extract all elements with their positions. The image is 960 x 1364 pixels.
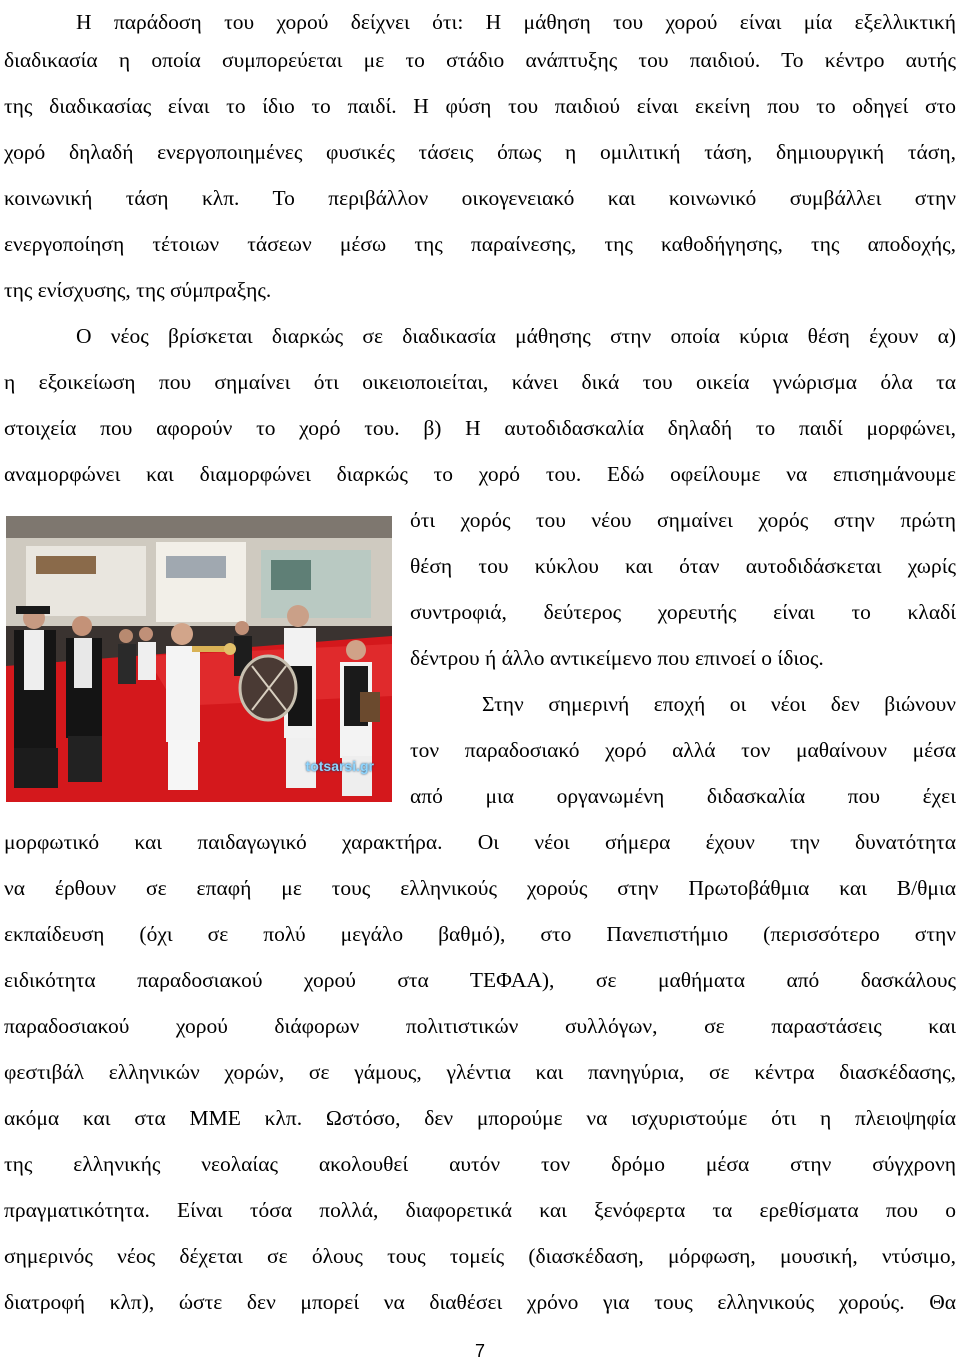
dance-photo [6,516,392,802]
paragraph-1-line: χορό δηλαδή ενεργοποιημένες φυσικές τάσεις όπως η ομιλιτική τάση, δημιουργική τάση, [4,140,956,164]
paragraph-3-line: της ελληνικής νεολαίας ακολουθεί αυτόν τον δρόμο μέσα στην σύγχρονη [4,1152,956,1176]
paragraph-2-line: στοιχεία που αφορούν το χορό του. β) Η αυτοδιδασκαλία δηλαδή το παιδί μορφώνει, [4,416,956,440]
paragraph-2-line: ότι χορός του νέου σημαίνει χορός στην πρώτη [410,508,956,532]
paragraph-2-line: θέση του κύκλου και όταν αυτοδιδάσκεται χωρίς [410,554,956,578]
photo-watermark: totsarsi.gr [305,758,374,775]
paragraph-2-line: συντροφιά, δεύτερος χορευτής είναι το κλαδί [410,600,956,624]
paragraph-3-line: διατροφή κλπ), ώστε δεν μπορεί να διαθέσει χρόνο για τους ελληνικούς χορούς. Θα [4,1290,956,1314]
paragraph-2-line: η εξοικείωση που σημαίνει ότι οικειοποιείται, κάνει δικά του οικεία γνώρισμα όλα τα [4,370,956,394]
paragraph-3-line: εκπαίδευση (όχι σε πολύ μεγάλο βαθμό), στο Πανεπιστήμιο (περισσότερο στην [4,922,956,946]
paragraph-3-line: παραδοσιακού χορού διάφορων πολιτιστικών συλλόγων, σε παραστάσεις και [4,1014,956,1038]
paragraph-1-line: της διαδικασίας είναι το ίδιο το παιδί. Η φύση του παιδιού είναι εκείνη που το οδηγεί στο [4,94,956,118]
paragraph-3-line: ειδικότητα παραδοσιακού χορού στα ΤΕΦΑΑ), σε μαθήματα από δασκάλους [4,968,956,992]
paragraph-2-line: αναμορφώνει και διαμορφώνει διαρκώς το χορό του. Εδώ οφείλουμε να επισημάνουμε [4,462,956,486]
paragraph-3-line: Στην σημερινή εποχή οι νέοι δεν βιώνουν [482,692,956,716]
paragraph-1-line: Η παράδοση του χορού δείχνει ότι: Η μάθηση του χορού είναι μία εξελλικτική [76,10,956,34]
paragraph-1-line: ενεργοποίηση τέτοιων τάσεων μέσω της παραίνεσης, της καθοδήγησης, της αποδοχής, [4,232,956,256]
page-number: 7 [474,1341,485,1361]
paragraph-3-line: από μια οργανωμένη διδασκαλία που έχει [410,784,956,808]
paragraph-1-line: κοινωνική τάση κλπ. Το περιβάλλον οικογενειακό και κοινωνικό συμβάλλει στην [4,186,956,210]
paragraph-3-line: ακόμα και στα ΜΜΕ κλπ. Ωστόσο, δεν μπορούμε να ισχυριστούμε ότι η πλειοψηφία [4,1106,956,1130]
paragraph-3-line: τον παραδοσιακό χορό αλλά τον μαθαίνουν μέσα [410,738,956,762]
paragraph-3-line: μορφωτικό και παιδαγωγικό χαρακτήρα. Οι νέοι σήμερα έχουν την δυνατότητα [4,830,956,854]
paragraph-2-line: Ο νέος βρίσκεται διαρκώς σε διαδικασία μάθησης στην οποία κύρια θέση έχουν α) [76,324,956,348]
paragraph-1-line: της ενίσχυσης, της σύμπραξης. [4,278,272,302]
paragraph-3-line: να έρθουν σε επαφή με τους ελληνικούς χορούς στην Πρωτοβάθμια και Β/θμια [4,876,956,900]
paragraph-1-line: διαδικασία η οποία συμπορεύεται με το στάδιο ανάπτυξης του παιδιού. Το κέντρο αυτής [4,48,956,72]
paragraph-3-line: σημερινός νέος δέχεται σε όλους τους τομείς (διασκέδαση, μόρφωση, μουσική, ντύσιμο, [4,1244,956,1268]
paragraph-3-line: πραγματικότητα. Είναι τόσα πολλά, διαφορετικά και ξενόφερτα τα ερεθίσματα που ο [4,1198,956,1222]
paragraph-3-line: φεστιβάλ ελληνικών χορών, σε γάμους, γλέντια και πανηγύρια, σε κέντρα διασκέδασης, [4,1060,956,1084]
paragraph-2-line: δέντρου ή άλλο αντικείμενο που επινοεί ο ίδιος. [410,646,824,670]
